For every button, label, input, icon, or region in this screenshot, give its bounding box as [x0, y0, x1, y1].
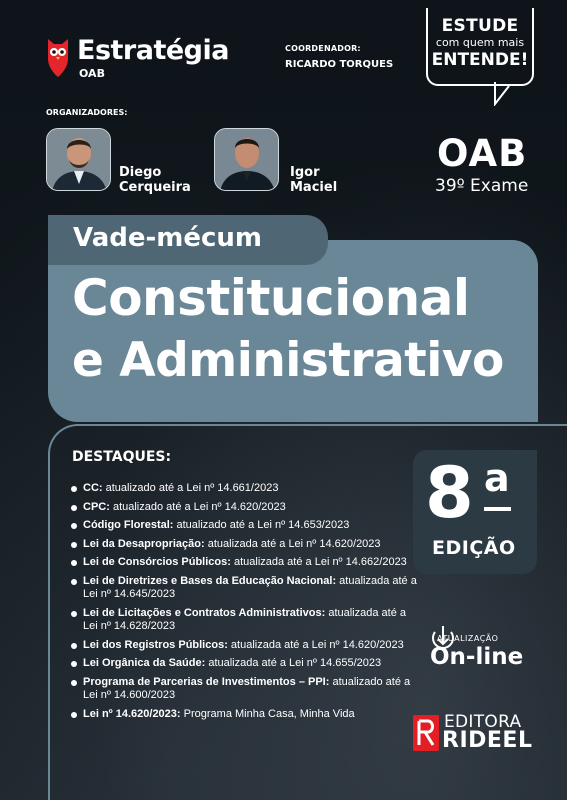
title-line1: Constitucional [72, 269, 470, 327]
list-item: Programa de Parcerias de Investimentos – PPI: atualizado até a Lei nº 14.600/2023 [70, 676, 420, 703]
online-text: On-line [430, 644, 524, 670]
slogan-line3: ENTENDE! [431, 50, 529, 70]
online-label: ATUALIZAÇÃO [437, 634, 499, 643]
highlights-heading: DESTAQUES: [72, 449, 172, 465]
highlights-list [70, 482, 420, 726]
coordinator-label: COORDENADOR: [285, 44, 361, 53]
exam-edition: 39º Exame [435, 176, 529, 196]
owl-logo-icon [45, 35, 71, 79]
list-item: Lei Orgânica da Saúde: atualizada até a Lei nº 14.655/2023 [70, 657, 420, 671]
exam-name: OAB [437, 132, 528, 175]
edition-number: 8 [425, 452, 474, 534]
list-item: Lei de Licitações e Contratos Administrativos: atualizada até a Lei nº 14.628/2023 [70, 607, 420, 634]
rideel-logo-icon [413, 715, 439, 751]
list-item: Lei de Consórcios Públicos: atualizada até a Lei nº 14.662/2023 [70, 556, 420, 570]
slogan-line2: com quem mais [435, 36, 525, 49]
coordinator-name: RICARDO TORQUES [285, 59, 394, 70]
organizer-photo-igor [214, 128, 279, 191]
list-item: Lei de Diretrizes e Bases da Educação Nacional: atualizada até a Lei nº 14.645/2023 [70, 575, 420, 602]
estrategia-logo [45, 35, 229, 80]
list-item: Lei nº 14.620/2023: Programa Minha Casa, Minha Vida [70, 708, 420, 722]
slogan-bubble [426, 8, 534, 86]
edition-suffix-underline [484, 507, 511, 511]
brand-name: Estratégia [77, 35, 229, 66]
brand-sub: OAB [79, 67, 105, 80]
subtitle-vade-mecum: Vade-mécum [73, 223, 263, 253]
organizer-photo-diego [46, 128, 111, 191]
bubble-tail-icon [494, 82, 510, 106]
edition-suffix: a [484, 456, 510, 500]
publisher-line1: EDITORA [444, 712, 522, 732]
organizers-label: ORGANIZADORES: [46, 108, 128, 117]
list-item: Lei da Desapropriação: atualizada até a Lei nº 14.620/2023 [70, 538, 420, 552]
organizer-name-diego: Diego Cerqueira [119, 165, 191, 195]
list-item: Código Florestal: atualizado até a Lei nº 14.653/2023 [70, 519, 420, 533]
list-item: Lei dos Registros Públicos: atualizada até a Lei nº 14.620/2023 [70, 639, 420, 653]
slogan-line1: ESTUDE [441, 16, 519, 36]
publisher-line2: RIDEEL [442, 728, 533, 753]
title-line2: e Administrativo [72, 333, 504, 388]
organizer-name-igor: Igor Maciel [290, 165, 338, 195]
edition-word: EDIÇÃO [432, 537, 516, 559]
list-item: CC: atualizado até a Lei nº 14.661/2023 [70, 482, 420, 496]
coordinator [285, 44, 393, 70]
list-item: CPC: atualizado até a Lei nº 14.620/2023 [70, 501, 420, 515]
title-band [48, 240, 538, 422]
